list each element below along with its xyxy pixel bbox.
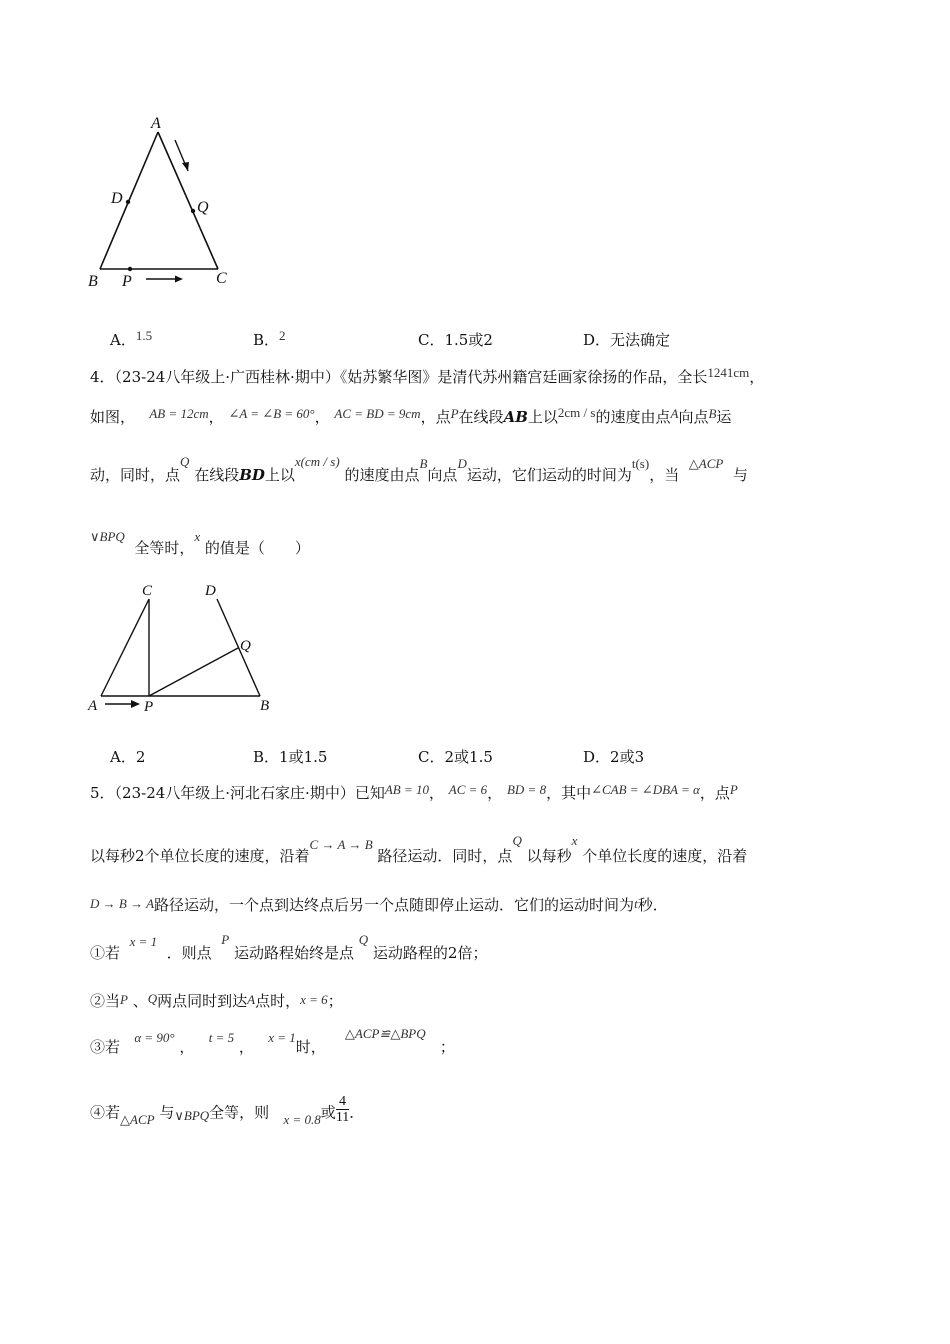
option-a: A．1.5 — [110, 328, 153, 349]
point-d — [126, 200, 130, 204]
label-b: B — [260, 698, 270, 714]
q4-line-3: 动，同时，点Q 在线段BD上以x(cm / s) 的速度由点B向点D运动，它们运动的时间为t(s)，当 △ACP 与 — [90, 454, 748, 484]
label-b: B — [88, 273, 98, 290]
option-d: D．2或3 — [583, 748, 645, 766]
q5-statement-4: ④若△ACP 与∨BPQ全等，则 x = 0.8或 $\frac{4}{11}$ ． — [90, 1094, 365, 1127]
question-number: 5． — [90, 784, 115, 802]
label-q: Q — [197, 199, 209, 216]
label-d: D — [111, 190, 123, 207]
label-c: C — [142, 583, 153, 599]
option-c: C．1.5或2 — [418, 331, 493, 349]
label-a: A — [88, 698, 98, 714]
point-p — [128, 267, 132, 271]
figure-triangle-abc — [80, 108, 250, 298]
point-q — [191, 209, 195, 213]
q5-statement-1: ①若 x = 1 ．则点 P 运动路程始终是点 Q 运动路程的2倍； — [90, 932, 488, 962]
q5-statement-2: ②当P 、Q两点同时到达A点时，x = 6； — [90, 991, 343, 1010]
option-b: B．2 — [253, 328, 286, 349]
q5-line-3: D → B → A路径运动，一个点到达终点后另一个点随即停止运动．它们的运动时间为t秒． — [90, 896, 668, 914]
option-a: A．2 — [110, 748, 146, 766]
fraction-4-11: $\frac{4}{11}$ — [335, 1094, 350, 1125]
q5-line-1: 5．（23-24八年级上·河北石家庄·期中）已知AB = 10， AC = 6， BD = 8，其中∠CAB = ∠DBA = α，点P — [90, 782, 738, 802]
label-c: C — [216, 270, 227, 287]
question-number: 4． — [90, 368, 115, 386]
label-d: D — [205, 583, 216, 599]
q4-line-1: 4．（23-24八年级上·广西桂林·期中）《姑苏繁华图》是清代苏州籍宫廷画家徐扬的作品，全长1241cm， — [90, 365, 765, 386]
q4-line-2: 如图， AB = 12cm， ∠A = ∠B = 60°， AC = BD = 9cm，点P在线段AB上以2cm / s的速度由点A向点B运 — [90, 405, 732, 426]
q5-line-2: 以每秒2个单位长度的速度，沿着C → A → B 路径运动．同时，点Q 以每秒x 个单位长度的速度，沿着 — [90, 833, 748, 865]
label-p: P — [122, 273, 132, 290]
q4-line-4: ∨BPQ 全等时，x 的值是（ ） — [90, 529, 310, 557]
label-q: Q — [240, 638, 251, 654]
figure-two-triangles — [80, 578, 280, 718]
label-p: P — [144, 699, 154, 715]
option-d: D．无法确定 — [583, 331, 671, 349]
option-c: C．2或1.5 — [418, 748, 493, 766]
option-b: B．1或1.5 — [253, 748, 328, 766]
q5-statement-3: ③若 α = 90° ， t = 5 ， x = 1时， △ACP≌△BPQ ； — [90, 1026, 455, 1056]
label-a: A — [151, 115, 161, 132]
